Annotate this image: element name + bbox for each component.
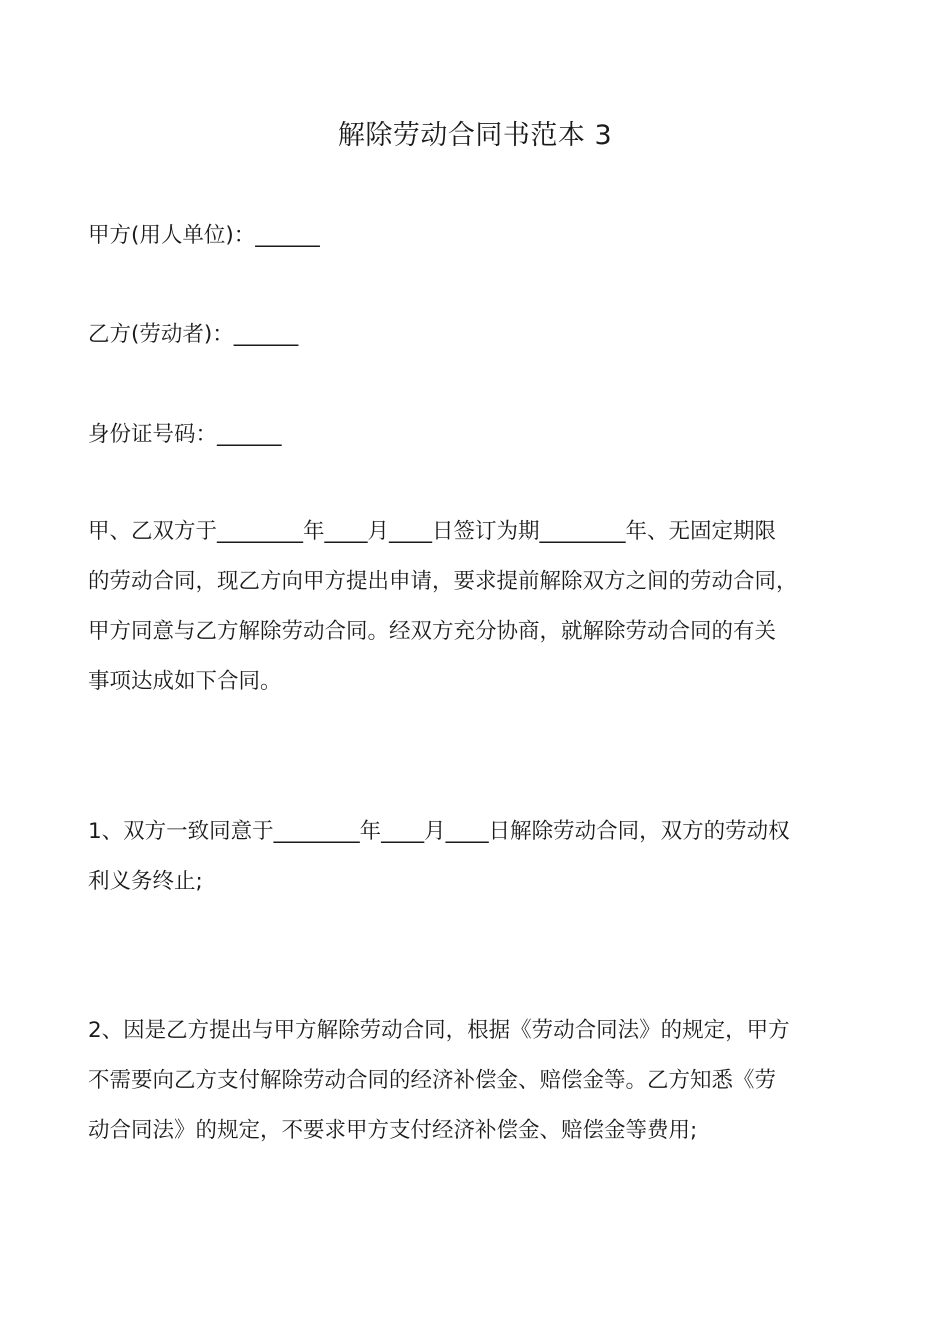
paragraph-line: 动合同法》的规定，不要求甲方支付经济补偿金、赔偿金等费用; xyxy=(88,1118,698,1143)
paragraph-line: 事项达成如下合同。 xyxy=(88,669,282,694)
paragraph-line: 利义务终止; xyxy=(88,869,203,894)
id-number-field: 身份证号码：______ xyxy=(88,422,282,447)
paragraph-line: 甲、乙双方于________年____月____日签订为期________年、无固定期限 xyxy=(88,519,777,544)
paragraph-line: 不需要向乙方支付解除劳动合同的经济补偿金、赔偿金等。乙方知悉《劳 xyxy=(88,1068,777,1093)
party-b-field: 乙方(劳动者)：______ xyxy=(88,322,299,347)
document-title: 解除劳动合同书范本 3 xyxy=(337,120,613,151)
party-a-field: 甲方(用人单位)：______ xyxy=(88,223,320,248)
paragraph-line: 的劳动合同，现乙方向甲方提出申请，要求提前解除双方之间的劳动合同， xyxy=(88,569,798,594)
intro-paragraph xyxy=(88,517,878,717)
paragraph-line: 2、因是乙方提出与甲方解除劳动合同，根据《劳动合同法》的规定，甲方 xyxy=(88,1018,790,1043)
clause-2 xyxy=(88,1016,878,1166)
clause-1 xyxy=(88,817,878,917)
paragraph-line: 1、双方一致同意于________年____月____日解除劳动合同，双方的劳动权 xyxy=(88,819,790,844)
paragraph-line: 甲方同意与乙方解除劳动合同。经双方充分协商，就解除劳动合同的有关 xyxy=(88,619,777,644)
